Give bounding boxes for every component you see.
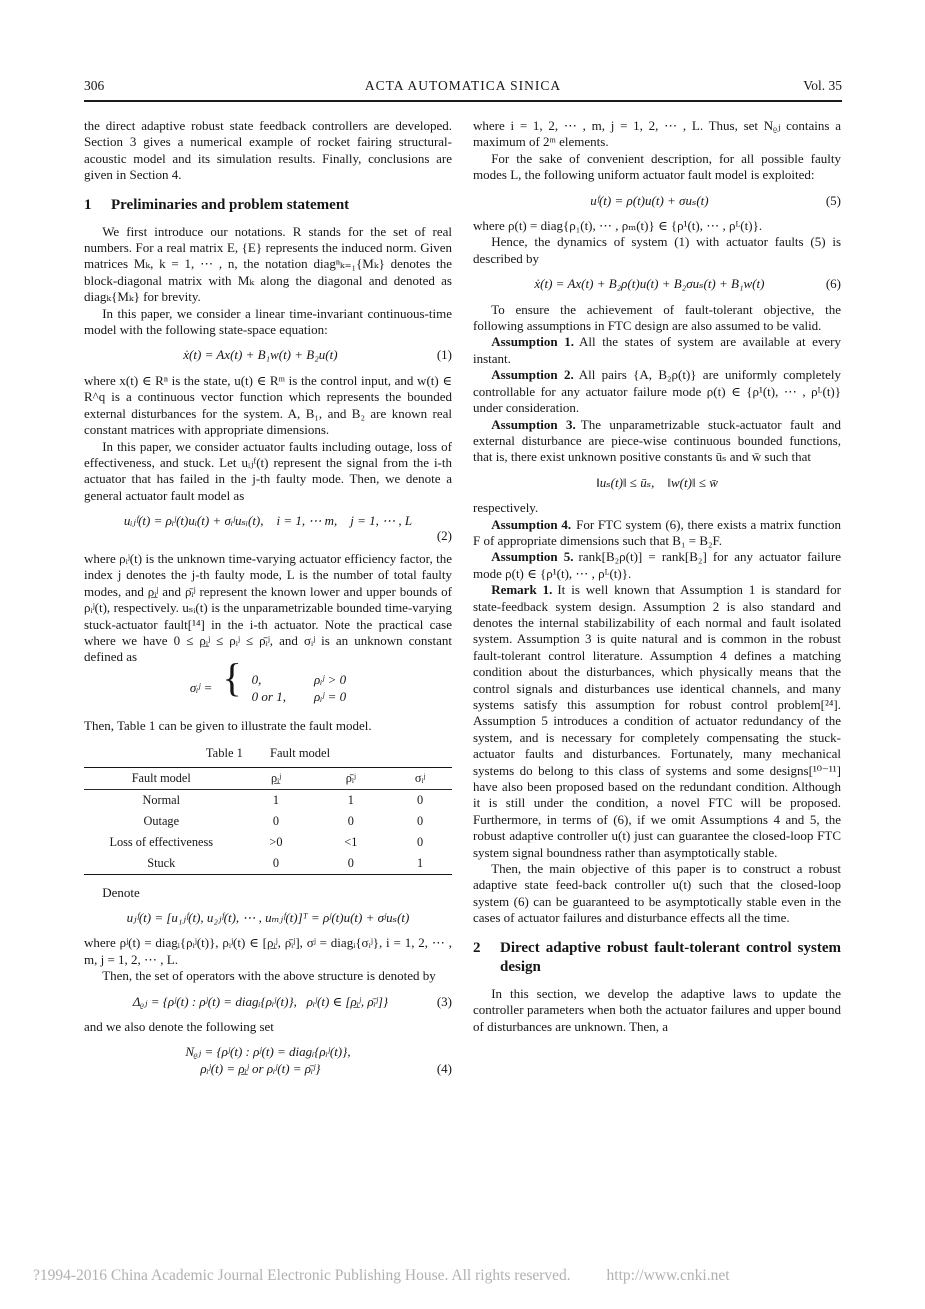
volume-label: Vol. 35 <box>803 78 842 93</box>
denote-equation <box>84 910 452 926</box>
case-value: 0, <box>251 671 262 687</box>
equation-number: (1) <box>436 347 452 363</box>
assumption-5 <box>473 549 841 582</box>
assumption-1 <box>473 334 841 367</box>
paragraph: Then, the main objective of this paper is to construct a robust adaptive state feed-back controller u(t) such that the closed-loop system (6) can be guaranteed to be asymptotically stable even in the cases of actuator failures and disturbance effects all the time. <box>473 861 841 926</box>
table-cell: 0 <box>417 814 424 829</box>
assumption-text: rank[B₂ρ(t)] = rank[B₂] for any actuator failure mode ρ(t) ∈ {ρ¹(t), ⋯ , ρᴸ(t)}. <box>473 549 841 581</box>
table-cell: >0 <box>269 835 283 850</box>
column-header: Fault model <box>84 767 239 789</box>
paragraph: where ρᵢʲ(t) is the unknown time-varying actuator efficiency factor, the index j denotes the j-th faulty mode, L is the number of total faulty modes, and ρ̲ᵢʲ and ρ̄ᵢʲ represent the known lower and upper bounds of ρᵢʲ(t), respectively. uₛᵢ(t) is the unparametrizable bounded time-varying stuck-actuator fault[¹⁴] in the i-th actuator. Note the practical case where we have 0 ≤ ρ̲ᵢʲ ≤ ρᵢʲ ≤ ρ̄ᵢʲ, and σᵢʲ is an unknown constant defined as <box>84 550 452 665</box>
journal-title: ACTA AUTOMATICA SINICA <box>364 78 562 93</box>
cases-lhs: σᵢʲ = <box>189 679 213 695</box>
paragraph: where i = 1, 2, ⋯ , m, j = 1, 2, ⋯ , L. Thus, set Nᵨⱼ contains a maximum of 2ᵐ elements. <box>473 118 841 150</box>
page-number: 306 <box>84 78 105 93</box>
equation-number: (2) <box>436 527 452 543</box>
table-row <box>84 789 452 811</box>
table-cell: 1 <box>272 793 280 808</box>
paragraph: Then, Table 1 can be given to illustrate the fault model. <box>84 717 372 733</box>
table-header-row <box>84 767 452 789</box>
section-number: 2 <box>473 939 481 956</box>
assumption-3 <box>473 417 841 466</box>
paragraph: where ρ(t) = diag{ρ₁(t), ⋯ , ρₘ(t)} ∈ {ρ¹(t), ⋯ , ρᴸ(t)}. <box>473 218 763 234</box>
equation-1 <box>84 347 452 363</box>
paragraph: Denote <box>102 884 140 900</box>
assumption-label: Assumption 4. <box>491 516 572 532</box>
equation-body: uᵢⱼᶠ(t) = ρᵢʲ(t)uᵢ(t) + σᵢʲuₛᵢ(t), i = 1, ⋯ m, j = 1, ⋯ , L <box>123 513 413 529</box>
table-row <box>84 832 452 853</box>
assumption-text: All pairs {A, B₂ρ(t)} are uniformly completely controllable for any actuator failure mode ρ(t) ∈ {ρ¹(t), ⋯ , ρᴸ(t)} under consideration. <box>473 367 841 416</box>
table-cell: 0 <box>347 856 354 871</box>
paragraph: We first introduce our notations. R stands for the set of real numbers. For a real matrix E, {E} represents the induced norm. Given matrices Mₖ, k = 1, ⋯ , n, the notation diagⁿₖ₌₁{Mₖ} denotes the block-diagonal matrix with Mₖ along the diagonal and denoted as diagₖ{Mₖ} for brevity. <box>84 223 452 305</box>
cases-grid <box>252 671 347 705</box>
case-value: 0 or 1, <box>251 688 286 704</box>
equation-4-line2 <box>84 1061 452 1077</box>
assumption-text: The unparametrizable stuck-actuator fault and external disturbance are piece-wise continuous bounded functions, that is, there exist unknown positive constants ūₛ and w̄ such that <box>473 416 841 465</box>
table-cell: Normal <box>142 793 181 808</box>
paragraph: the direct adaptive robust state feedback controllers are developed. Section 3 gives a numerical example of rocket fairing structural-acoustic model and its simulation results. Finally, conclusions are given in Section 4. <box>84 118 452 183</box>
case-condition: ρᵢʲ = 0 <box>313 688 347 704</box>
copyright-footer <box>33 1267 730 1285</box>
paragraph: where x(t) ∈ Rⁿ is the state, u(t) ∈ Rᵐ is the control input, and w(t) ∈ R^q is a continuous vector function which represents the bounded external disturbances for the system. A, B₁, and B₂ are known real constant matrices with appropriate dimensions. <box>84 372 452 438</box>
equation-body: ‖uₛ(t)‖ ≤ ūₛ, ‖w(t)‖ ≤ w̄ <box>596 474 718 490</box>
equation-number: (4) <box>436 1060 452 1076</box>
table-row <box>84 811 452 832</box>
table-row <box>84 853 452 875</box>
table-cell: 1 <box>347 793 354 808</box>
equation-number: (6) <box>825 276 841 292</box>
column-header: ρ̲ᵢʲ <box>239 767 314 789</box>
case-condition: ρᵢʲ > 0 <box>313 671 347 687</box>
remark-label: Remark 1. <box>491 582 553 598</box>
norm-bound-equation <box>473 475 841 491</box>
paragraph: In this paper, we consider actuator faults including outage, loss of effectiveness, and stuck. Let uᵢⱼᶠ(t) represent the signal from the i-th actuator that has failed in the j-th faulty mode. Then, we denote a general actuator fault model as <box>84 438 452 503</box>
assumption-label: Assumption 1. <box>491 334 574 350</box>
equation-6 <box>473 276 841 292</box>
equation-4-line1 <box>84 1044 452 1060</box>
two-column-body <box>84 118 842 1086</box>
equation-body: ρᵢʲ(t) = ρ̲ᵢʲ or ρᵢʲ(t) = ρ̄ᵢʲ} <box>200 1060 321 1076</box>
table-caption <box>84 745 452 761</box>
equation-body: Nᵨⱼ = {ρʲ(t) : ρʲ(t) = diagᵢ{ρᵢʲ(t)}, <box>185 1044 351 1060</box>
footer-url: http://www.cnki.net <box>606 1267 730 1284</box>
column-header: ρ̄ᵢʲ <box>313 767 388 789</box>
remark-text: It is well known that Assumption 1 is standard for state-feedback system design. Assumption 2 is also standard and denotes the internal stabilizability of each normal and fault isolated system. Assumption 3 is quite natural and is common in the robust fault-tolerant control literature. Assumption 4 defines a matching condition about the disturbances, which physically means that the control signals and disturbances use identical channels, and many systems satisfy this assumption for robust control problem[²⁴]. Assumption 5 introduces a condition of actuator redundancy of the system, and is necessary for completely compensating the stuck-actuator faults and disturbances. Fortunately, many mechanical systems do belong to this class of systems and some designs[¹⁰⁻¹¹] have also been proposed based on the redundant condition. Although it is still under the condition, a novel FTC will be proposed. Furthermore, in terms of (6), if we omit Assumptions 4 and 5, the robust adaptive controller u(t) just can guarantee the closed-loop FTC system signal boundness rather than asymptotically stable. <box>473 582 841 860</box>
equation-body: ẋ(t) = Ax(t) + B₁w(t) + B₂u(t) <box>183 347 338 363</box>
copyright-text: ?1994-2016 China Academic Journal Electronic Publishing House. All rights reserved. <box>33 1267 571 1284</box>
right-column <box>473 118 841 1086</box>
table-cell: <1 <box>344 835 358 850</box>
assumption-label: Assumption 3. <box>491 416 576 432</box>
paragraph: In this paper, we consider a linear time-invariant continuous-time model with the following state-space equation: <box>84 305 452 338</box>
paragraph: Then, the set of operators with the above structure is denoted by <box>102 968 436 984</box>
equation-body: ẋ(t) = Ax(t) + B₂ρ(t)u(t) + B₂σuₛ(t) + B₁w(t) <box>534 276 765 292</box>
table-cell: Stuck <box>147 856 176 871</box>
table-cell: Loss of effectiveness <box>109 835 214 850</box>
paragraph: To ensure the achievement of fault-tolerant objective, the following assumptions in FTC design are also assumed to be valid. <box>473 301 841 334</box>
paragraph: For the sake of convenient description, for all possible faulty modes L, the following uniform actuator fault model is exploited: <box>473 150 841 183</box>
remark-1 <box>473 582 841 861</box>
assumption-text: All the states of system are available at every instant. <box>473 334 842 366</box>
left-column <box>84 118 452 1086</box>
assumption-2 <box>473 367 841 416</box>
table-cell: Outage <box>143 814 180 829</box>
column-header: σᵢʲ <box>388 767 452 789</box>
assumption-label: Assumption 2. <box>491 367 574 383</box>
table-title: Fault model <box>270 746 331 761</box>
table-cell: 0 <box>272 814 280 829</box>
equation-5 <box>473 193 841 209</box>
assumption-text: For FTC system (6), there exists a matrix function F of appropriate dimensions such that B₁ = B₂F. <box>473 516 842 548</box>
table-cell: 0 <box>347 814 354 829</box>
equation-3 <box>84 994 452 1010</box>
table-cell: 0 <box>272 856 280 871</box>
paragraph: where ρʲ(t) = diagᵢ{ρᵢʲ(t)}, ρᵢʲ(t) ∈ [ρ̲ᵢʲ, ρ̄ᵢʲ], σʲ = diagᵢ{σᵢʲ}, i = 1, 2, ⋯ , m, j = 1, 2, ⋯ , L. <box>84 935 452 967</box>
table-cell: 0 <box>417 835 424 850</box>
paragraph: respectively. <box>473 500 539 516</box>
brace-glyph: { <box>222 654 242 700</box>
section-2-heading <box>473 939 841 977</box>
equation-body: uⱼᶠ(t) = [u₁ⱼᶠ(t), u₂ⱼᶠ(t), ⋯ , uₘⱼᶠ(t)]ᵀ = ρʲ(t)u(t) + σʲuₛ(t) <box>126 910 410 925</box>
paragraph: Hence, the dynamics of system (1) with actuator faults (5) is described by <box>473 234 841 266</box>
paragraph: and we also denote the following set <box>84 1019 274 1035</box>
section-1-heading <box>84 196 452 215</box>
equation-body: Δᵨⱼ = {ρʲ(t) : ρʲ(t) = diagᵢ{ρᵢʲ(t)}, ρᵢʲ(t) ∈ [ρ̲ᵢʲ, ρ̄ᵢʲ]} <box>132 993 389 1009</box>
section-title: Direct adaptive robust fault-tolerant control system design <box>500 939 841 975</box>
table-cell: 0 <box>417 793 424 808</box>
table-label: Table 1 <box>205 746 243 761</box>
section-number: 1 <box>84 196 92 213</box>
sigma-cases-equation <box>84 654 452 708</box>
table-cell: 1 <box>417 856 424 871</box>
assumption-label: Assumption 5. <box>491 549 574 565</box>
assumption-4 <box>473 517 841 550</box>
equation-number: (3) <box>436 993 452 1009</box>
fault-model-table <box>84 767 452 875</box>
equation-body: uᶠ(t) = ρ(t)u(t) + σuₛ(t) <box>590 192 709 208</box>
section-title: Preliminaries and problem statement <box>111 196 350 213</box>
paragraph: In this section, we develop the adaptive laws to update the controller parameters when both the actuator failures and upper bound of disturbances are unknown. Then, a <box>473 985 841 1034</box>
equation-number: (5) <box>825 192 841 208</box>
equation-2 <box>84 513 452 529</box>
page-header <box>84 78 842 102</box>
